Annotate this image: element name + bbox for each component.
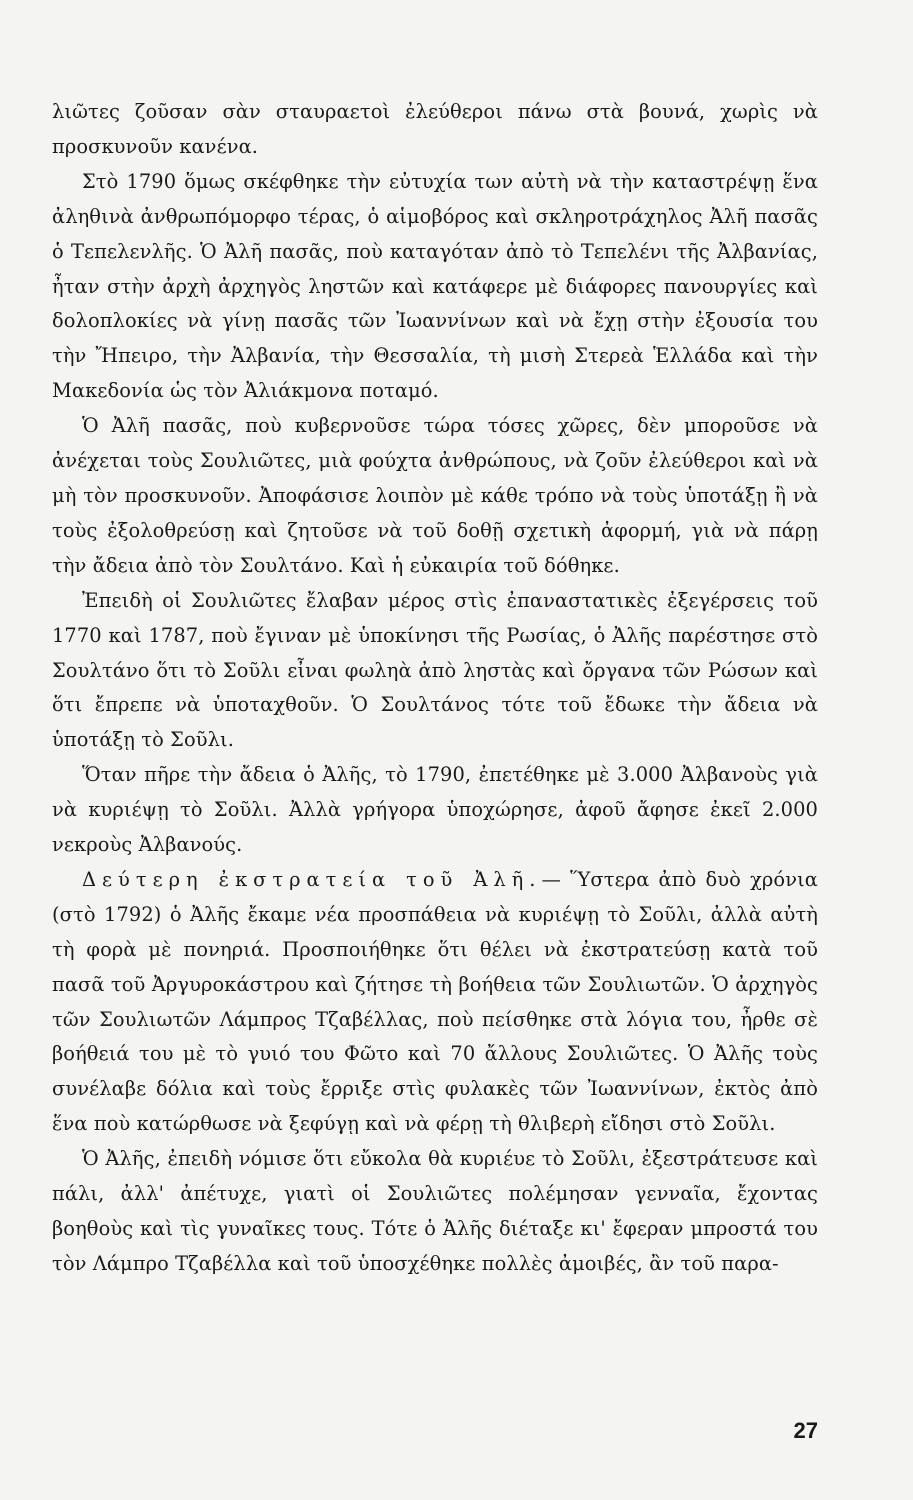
paragraph-2: Στὸ 1790 ὅμως σκέφθηκε τὴν εὐτυχία των αὐτὴ νὰ τὴν καταστρέψῃ ἕνα ἀληθινὰ ἀνθρωπόμορφο τέρας, ὁ αἱμοβόρος καὶ σκληροτράχηλος Ἀλῆ πασᾶς ὁ Τεπελενλῆς. Ὁ Ἀλῆ πασᾶς, ποὺ καταγόταν ἀπὸ τὸ Τεπελένι τῆς Ἀλβανίας, ἦταν στὴν ἀρχὴ ἀρχηγὸς ληστῶν καὶ κατάφερε μὲ διάφορες πανουργίες καὶ δολοπλοκίες νὰ γίνῃ πασᾶς τῶν Ἰωαννίνων καὶ νὰ ἔχῃ στὴν ἐξουσία του τὴν Ἤπειρο, τὴν Ἀλβανία, τὴν Θεσσαλία, τὴ μισὴ Στερεὰ Ἑλλάδα καὶ τὴν Μακεδονία ὡς τὸν Ἀλιάκμονα ποταμό.	[52, 169, 818, 403]
page-body	[52, 95, 818, 1282]
paragraph-6	[52, 863, 818, 1142]
paragraph-7: Ὁ Ἀλῆς, ἐπειδὴ νόμισε ὅτι εὔκολα θὰ κυριέυε τὸ Σοῦλι, ἐξεστράτευσε καὶ πάλι, ἀλλ' ἀπέτυχε, γιατὶ οἱ Σουλιῶτες πολέμησαν γενναῖα, ἔχοντας βοηθοὺς καὶ τὶς γυναῖκες τους. Τότε ὁ Ἀλῆς διέταξε κι' ἔφεραν μπροστά του τὸν Λάμπρο Τζαβέλλα καὶ τοῦ ὑποσχέθηκε πολλὲς ἀμοιβές, ἂν τοῦ παρα-	[52, 1147, 818, 1275]
page-number: 27	[793, 1418, 818, 1443]
section-text: — Ὕστερα ἀπὸ δυὸ χρόνια (στὸ 1792) ὁ Ἀλῆς ἔκαμε νέα προσπάθεια νὰ κυριέψῃ τὸ Σοῦλι, ἀλλὰ αὐτὴ τὴ φορὰ μὲ πονηριά. Προσποιήθηκε ὅτι θέλει νὰ ἐκστρατεύσῃ κατὰ τοῦ πασᾶ τοῦ Ἀργυροκάστρου καὶ ζήτησε τὴ βοήθεια τῶν Σουλιωτῶν. Ὁ ἀρχηγὸς τῶν Σουλιωτῶν Λάμπρος Τζαβέλλας, ποὺ πείσθηκε στὰ λόγια του, ἦρθε σὲ βοήθειά του μὲ τὸ γυιό του Φῶτο καὶ 70 ἄλλους Σουλιῶτες. Ὁ Ἀλῆς τοὺς συνέλαβε δόλια καὶ τοὺς ἔρριξε στὶς φυλακὲς τῶν Ἰωαννίνων, ἐκτὸς ἀπὸ ἕνα ποὺ κατώρθωσε νὰ ξεφύγῃ καὶ νὰ φέρῃ τὴ θλιβερὴ εἴδησι στὸ Σοῦλι.	[52, 867, 818, 1136]
paragraph-3: Ὁ Ἀλῆ πασᾶς, ποὺ κυβερνοῦσε τώρα τόσες χῶρες, δὲν μποροῦσε νὰ ἀνέχεται τοὺς Σουλιῶτες, μιὰ φούχτα ἀνθρώπους, νὰ ζοῦν ἐλεύθεροι καὶ νὰ μὴ τὸν προσκυνοῦν. Ἀποφάσισε λοιπὸν μὲ κάθε τρόπο νὰ τοὺς ὑποτάξῃ ἢ νὰ τοὺς ἐξολοθρεύσῃ καὶ ζητοῦσε νὰ τοῦ δοθῇ σχετικὴ ἀφορμή, γιὰ νὰ πάρῃ τὴν ἄδεια ἀπὸ τὸν Σουλτάνο. Καὶ ἡ εὐκαιρία τοῦ δόθηκε.	[52, 414, 818, 577]
paragraph-4: Ἐπειδὴ οἱ Σουλιῶτες ἔλαβαν μέρος στὶς ἐπαναστατικὲς ἐξεγέρσεις τοῦ 1770 καὶ 1787, ποὺ ἔγιναν μὲ ὑποκίνησι τῆς Ρωσίας, ὁ Ἀλῆς παρέστησε στὸ Σουλτάνο ὅτι τὸ Σοῦλι εἶναι φωληὰ ἀπὸ ληστὰς καὶ ὄργανα τῶν Ρώσων καὶ ὅτι ἔπρεπε νὰ ὑποταχθοῦν. Ὁ Σουλτάνος τότε τοῦ ἔδωκε τὴν ἄδεια νὰ ὑποτάξῃ τὸ Σοῦλι.	[52, 588, 818, 752]
paragraph-1: λιῶτες ζοῦσαν σὰν σταυραετοὶ ἐλεύθεροι πάνω στὰ βουνά, χωρὶς νὰ προσκυνοῦν κανένα.	[52, 100, 818, 158]
paragraph-5: Ὅταν πῆρε τὴν ἄδεια ὁ Ἀλῆς, τὸ 1790, ἐπετέθηκε μὲ 3.000 Ἀλβανοὺς γιὰ νὰ κυριέψῃ τὸ Σοῦλι. Ἀλλὰ γρήγορα ὑποχώρησε, ἀφοῦ ἄφησε ἐκεῖ 2.000 νεκροὺς Ἀλβανούς.	[52, 763, 818, 857]
section-heading: Δεύτερη ἐκστρατεία τοῦ Ἀλῆ.	[82, 867, 542, 891]
